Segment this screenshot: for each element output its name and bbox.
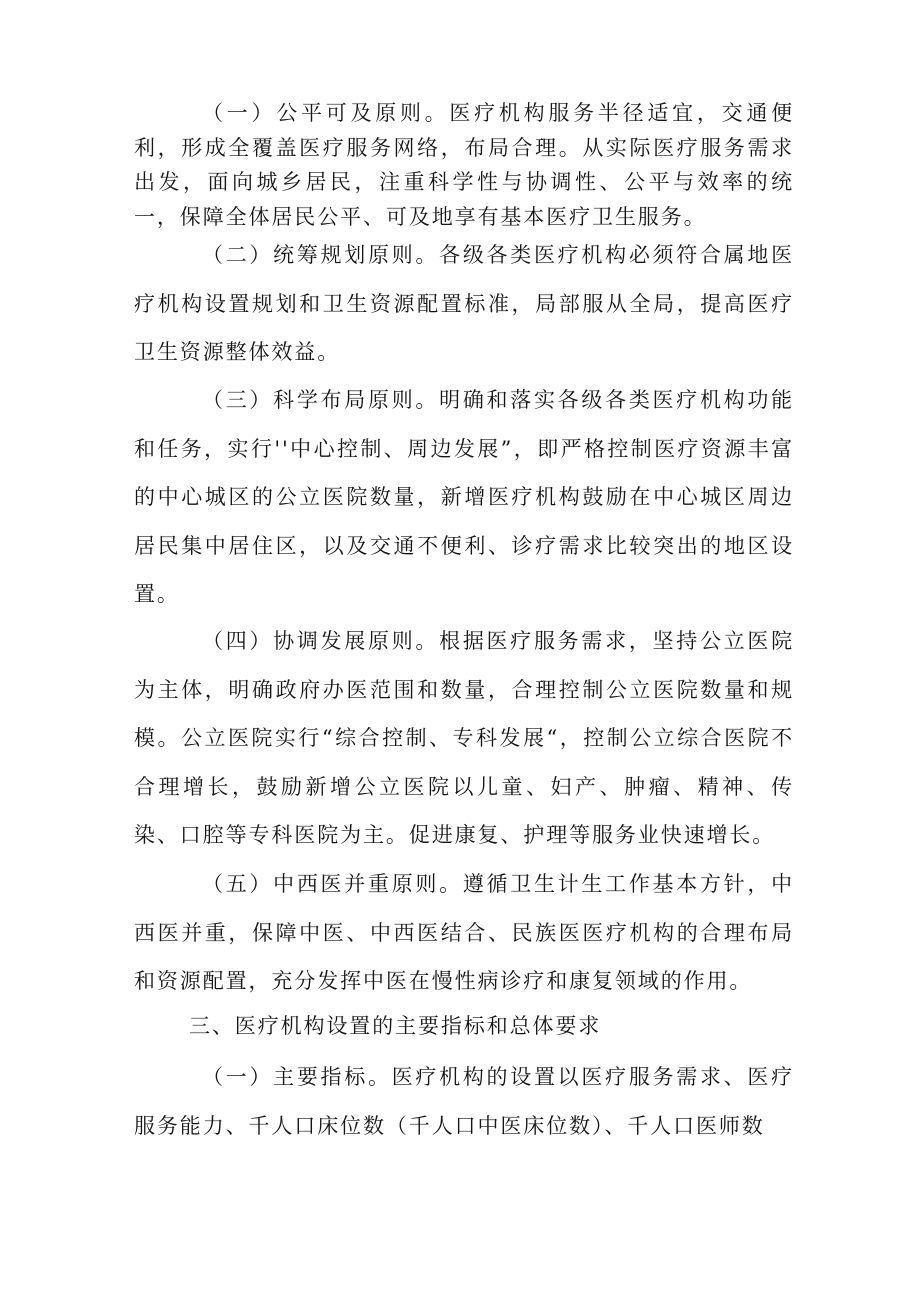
paragraph-scientific-layout: （三）科学布局原则。明确和落实各级各类医疗机构功能和任务，实行''中心控制、周边发展”，即严格控制医疗资源丰富的中心城区的公立医院数量，新增医疗机构鼓励在中心城区周边居民集中居住区，以及交通不便利、诊疗需求比较突出的地区设置。 bbox=[134, 388, 794, 606]
paragraph-fair-access: （一）公平可及原则。医疗机构服务半径适宜，交通便利，形成全覆盖医疗服务网络，布局合理。从实际医疗服务需求出发，面向城乡居民，注重科学性与协调性、公平与效率的统一，保障全体居民公平、可及地享有基本医疗卫生服务。 bbox=[134, 101, 794, 229]
paragraph-tcm-western-medicine: （五）中西医并重原则。遵循卫生计生工作基本方针，中西医并重，保障中医、中西医结合、民族医医疗机构的合理布局和资源配置，充分发挥中医在慢性病诊疗和康复领域的作用。 bbox=[134, 872, 794, 993]
paragraph-coordinated-development: （四）协调发展原则。根据医疗服务需求，坚持公立医院为主体，明确政府办医范围和数量，合理控制公立医院数量和规模。公立医院实行“综合控制、专科发展“，控制公立综合医院不合理增长，鼓励新增公立医院以儿童、妇产、肿瘤、精神、传染、口腔等专科医院为主。促进康复、护理等服务业快速增长。 bbox=[134, 629, 794, 847]
paragraph-main-indicators: （一）主要指标。医疗机构的设置以医疗服务需求、医疗服务能力、千人口床位数（千人口中医床位数）、千人口医师数 bbox=[134, 1065, 794, 1138]
paragraph-overall-planning: （二）统筹规划原则。各级各类医疗机构必须符合属地医疗机构设置规划和卫生资源配置标准，局部服从全局，提高医疗卫生资源整体效益。 bbox=[134, 243, 794, 364]
section-heading: 三、医疗机构设置的主要指标和总体要求 bbox=[189, 1014, 602, 1038]
